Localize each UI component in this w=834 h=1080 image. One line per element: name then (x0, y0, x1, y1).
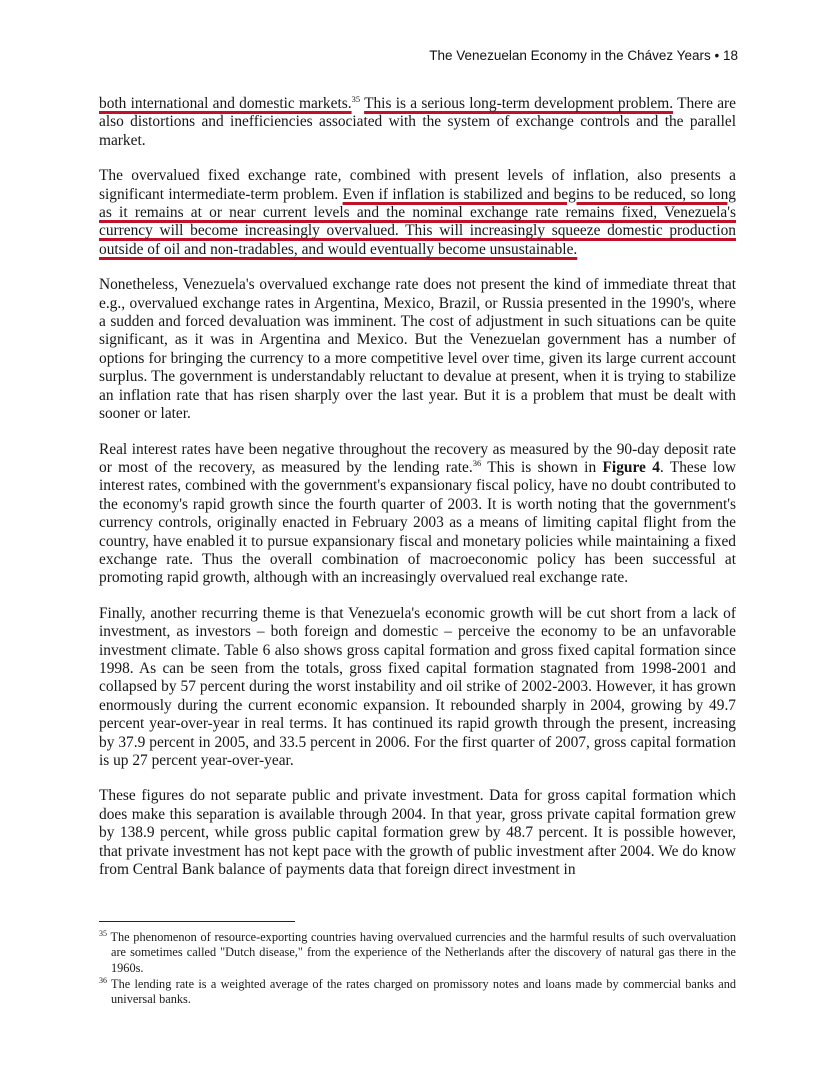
paragraph-text: This is shown in (481, 458, 603, 476)
footnote-number: 36 (99, 975, 107, 985)
footnotes (99, 930, 736, 1008)
paragraph-6: These figures do not separate public and private investment. Data for gross capital formation which does make this separation is available through 2004. In that year, gross private capital formation grew by 138.9 percent, while gross public capital formation grew by 48.7 percent. It is possible however, that private investment has not kept pace with the growth of public investment after 2004. We do know from Central Bank balance of payments data that foreign direct investment in (99, 787, 736, 879)
paragraph-3: Nonetheless, Venezuela's overvalued exchange rate does not present the kind of immediate threat that e.g., overvalued exchange rates in Argentina, Mexico, Brazil, or Russia presented in the 1990's, where a sudden and forced devaluation was imminent. The cost of adjustment in such situations can be quite significant, as it was in Argentina and Mexico. But the Venezuelan government has a number of options for bringing the currency to a more competitive level over time, given its large current account surplus. The government is understandably reluctant to devalue at present, when it is trying to stabilize an inflation rate that has risen sharply over the last year. But it is a problem that must be dealt with sooner or later. (99, 276, 736, 423)
footnote-35 (99, 930, 736, 976)
paragraph-2 (99, 167, 736, 259)
footnote-divider (99, 921, 295, 922)
footnote-36 (99, 977, 736, 1008)
paragraph-1 (99, 95, 736, 150)
paragraph-text: Real interest rates have been negative throughout the recovery as measured by the 90-day deposit rate or most of the recovery, as measured by the lending rate. (99, 440, 736, 476)
body-text (99, 95, 736, 896)
footnote-number: 35 (99, 929, 107, 938)
paragraph-text: The overvalued fixed exchange rate, combined with present levels of inflation, also presents a significant intermediate-term problem. (99, 167, 736, 203)
page-number: 18 (722, 48, 738, 63)
underlined-text: both international and domestic markets. (99, 95, 352, 112)
footnote-text: The lending rate is a weighted average of the rates charged on promissory notes and loans made by commercial banks and universal banks. (107, 976, 736, 1007)
underlined-text: Even if inflation is stabilized and begins to be reduced, so long as it remains at or near current levels and the nominal exchange rate remains fixed, Venezuela's currency will become increasingly overvalued. This will increasingly squeeze domestic production outside of oil and non-tradables, and would eventually become unsustainable. (99, 185, 736, 258)
paragraph-5: Finally, another recurring theme is that Venezuela's economic growth will be cut short from a lack of investment, as investors – both foreign and domestic – perceive the economy to be an unfavorable investment climate. Table 6 also shows gross capital formation and gross fixed capital formation since 1998. As can be seen from the totals, gross fixed capital formation stagnated from 1998-2001 and collapsed by 57 percent during the worst instability and oil strike of 2002-2003. However, it has grown enormously during the current economic expansion. It rebounded sharply in 2004, growing by 49.7 percent year-over-year in real terms. It has continued its rapid growth through the present, increasing by 37.9 percent in 2005, and 33.5 percent in 2006. For the first quarter of 2007, gross capital formation is up 27 percent year-over-year. (99, 604, 736, 769)
underlined-text: This is a serious long-term development problem. (364, 95, 674, 112)
running-title: The Venezuelan Economy in the Chávez Years (429, 48, 711, 63)
paragraph-text: There are also distortions and inefficiencies associated with the system of exchange controls and the parallel market. (99, 95, 737, 149)
figure-reference: Figure 4 (602, 458, 660, 476)
bullet-separator: • (714, 48, 720, 63)
footnote-text: The phenomenon of resource-exporting countries having overvalued currencies and the harmful results of such overvaluation are sometimes called "Dutch disease," from the experience of the Netherlands after the discovery of natural gas there in the 1960s. (107, 930, 736, 975)
paragraph-4 (99, 441, 736, 588)
running-header (429, 48, 738, 63)
paragraph-text: . These low interest rates, combined with the government's expansionary fiscal policy, have no doubt contributed to the economy's rapid growth since the fourth quarter of 2003. It is worth noting that the government's currency controls, originally enacted in February 2003 as a means of limiting capital flight from the country, have enabled it to pursue expansionary fiscal and monetary policies while maintaining a fixed exchange rate. Thus the overall combination of macroeconomic policy has been successful at promoting rapid growth, although with an increasingly overvalued real exchange rate. (99, 458, 737, 587)
footnote-ref-35: 35 (351, 94, 361, 104)
footnote-ref-36: 36 (472, 457, 482, 468)
